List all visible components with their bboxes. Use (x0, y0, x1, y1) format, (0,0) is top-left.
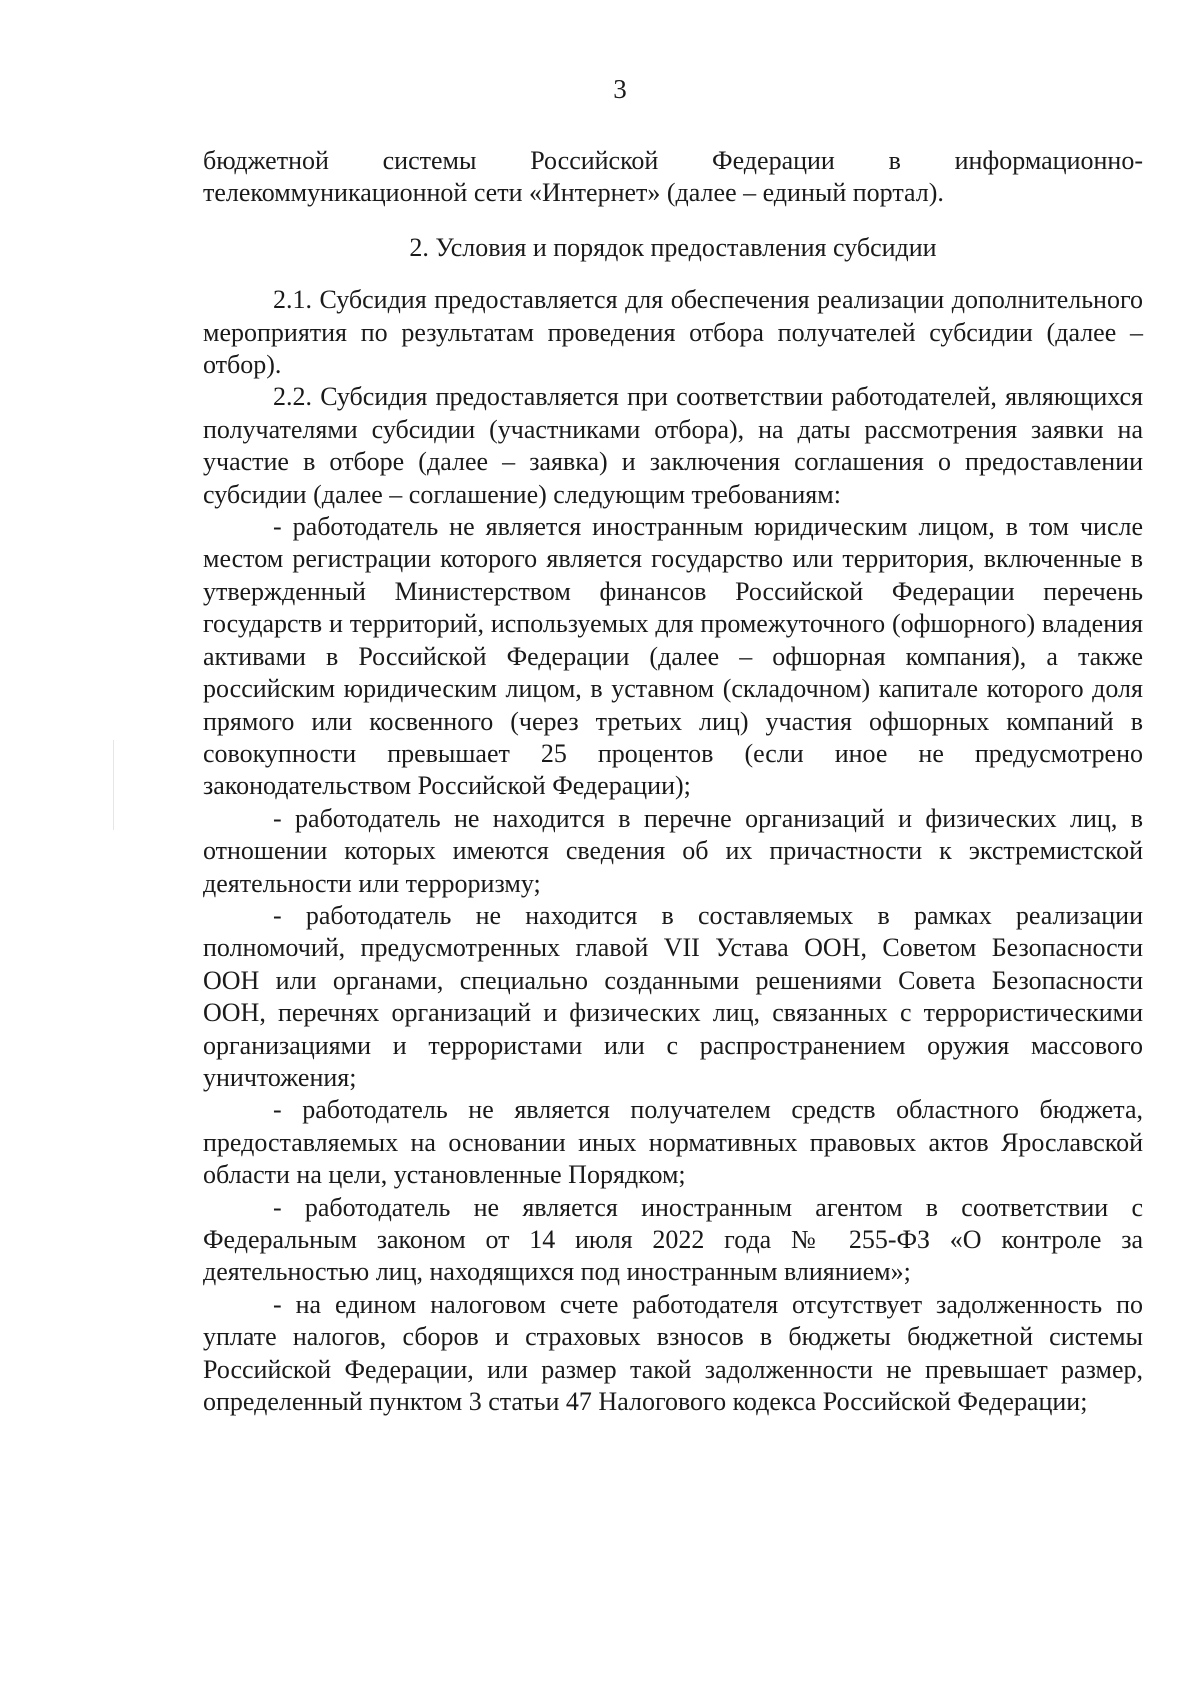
paragraph-2-2: 2.2. Субсидия предоставляется при соответствии работодателей, являющихся получателями субсидии (участниками отбора), на даты рассмотрения заявки на участие в отборе (далее – заявка) и заключения соглашения о предоставлении субсидии (далее – соглашение) следующим требованиям: (203, 382, 1143, 509)
requirement-offshore: - работодатель не является иностранным юридическим лицом, в том числе местом регистрации которого является государство или территория, включенные в утвержденный Министерством финансов Российской Федерации перечень государств и территорий, используемых для промежуточного (офшорного) владения активами в Российской Федерации (далее – офшорная компания), а также российским юридическим лицом, в уставном (складочном) капитале которого доля прямого или косвенного (через третьих лиц) участия офшорных компаний в совокупности превышает 25 процентов (если иное не предусмотрено законодательством Российской Федерации); (203, 512, 1143, 801)
requirement-foreign-agent: - работодатель не является иностранным агентом в соответствии с Федеральным законом от 14 июля 2022 года № 255-ФЗ «О контроле за деятельностью лиц, находящихся под иностранным влиянием»; (203, 1192, 1143, 1287)
document-body (203, 145, 1143, 1418)
requirement-tax-debt: - на едином налоговом счете работодателя отсутствует задолженность по уплате налогов, сборов и страховых взносов в бюджеты бюджетной системы Российской Федерации, или размер такой задолженности не превышает размер, определенный пунктом 3 статьи 47 Налогового кодекса Российской Федерации; (203, 1289, 1143, 1417)
requirement-budget-funds: - работодатель не является получателем средств областного бюджета, предоставляемых на основании иных нормативных правовых актов Ярославской области на цели, установленные Порядком; (203, 1095, 1143, 1190)
scan-artifact (113, 740, 114, 830)
requirement-extremism: - работодатель не находится в перечне организаций и физических лиц, в отношении которых имеются сведения об их причастности к экстремистской деятельности или терроризму; (203, 803, 1143, 898)
page-number: 3 (613, 74, 627, 104)
section-heading: 2. Условия и порядок предоставления субсидии (409, 232, 937, 262)
requirement-un-sanctions: - работодатель не находится в составляемых в рамках реализации полномочий, предусмотренных главой VII Устава ООН, Советом Безопасности ООН или органами, специально созданными решениями Совета Безопасности ООН, перечнях организаций и физических лиц, связанных с террористическими организациями и террористами или с распространением оружия массового уничтожения; (203, 900, 1143, 1092)
paragraph-2-1: 2.1. Субсидия предоставляется для обеспечения реализации дополнительного мероприятия по результатам проведения отбора получателей субсидии (далее – отбор). (203, 285, 1143, 380)
intro-paragraph: бюджетной системы Российской Федерации в информационно-телекоммуникационной сети «Интернет» (далее – единый портал). (203, 146, 1143, 208)
